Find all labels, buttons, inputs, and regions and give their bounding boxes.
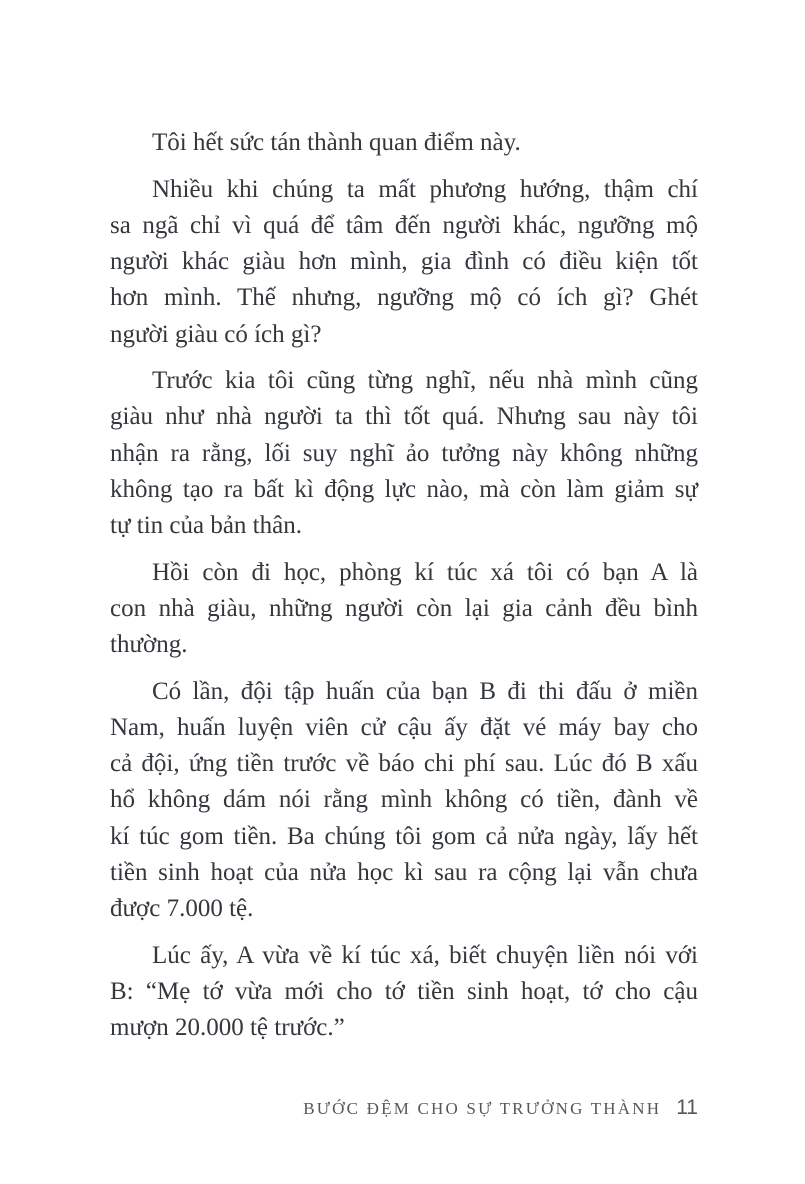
text-line: Lúc ấy, A vừa về kí túc xá, biết chuyện liền nói với (152, 941, 698, 969)
text-line: B: “Mẹ tớ vừa mới cho tớ tiền sinh hoạt, tớ cho cậu (110, 977, 698, 1005)
text-line: Tôi hết sức tán thành quan điểm này. (152, 129, 521, 156)
text-line: tiền sinh hoạt của nửa học kì sau ra cộng lại vẫn chưa (110, 858, 698, 886)
page-footer (303, 1096, 698, 1120)
text-line: tự tin của bản thân. (110, 512, 302, 540)
text-line: Hồi còn đi học, phòng kí túc xá tôi có bạn A là (152, 558, 698, 586)
paragraph (110, 555, 698, 664)
text-line: hổ không dám nói rằng mình không có tiền, đành về (110, 786, 698, 814)
text-line: người khác giàu hơn mình, gia đình có điều kiện tốt (110, 248, 698, 276)
page-body-text (110, 125, 698, 1046)
text-line: thường. (110, 631, 188, 659)
page-number: 11 (676, 1096, 698, 1119)
text-line: kí túc gom tiền. Ba chúng tôi gom cả nửa ngày, lấy hết (110, 822, 698, 850)
text-line: Trước kia tôi cũng từng nghĩ, nếu nhà mình cũng (152, 367, 698, 395)
paragraph (110, 172, 698, 353)
text-line: hơn mình. Thế nhưng, ngưỡng mộ có ích gì? Ghét (110, 284, 698, 312)
paragraph (110, 125, 698, 161)
paragraph (110, 363, 698, 544)
text-line: mượn 20.000 tệ trước.” (110, 1014, 345, 1042)
text-line: Nhiều khi chúng ta mất phương hướng, thậm chí (152, 175, 698, 203)
text-line: giàu như nhà người ta thì tốt quá. Nhưng sau này tôi (110, 403, 698, 431)
text-line: cả đội, ứng tiền trước về báo chi phí sau. Lúc đó B xấu (110, 750, 698, 778)
paragraph (110, 674, 698, 927)
text-line: sa ngã chỉ vì quá để tâm đến người khác, ngưỡng mộ (110, 211, 698, 239)
paragraph (110, 938, 698, 1047)
text-line: con nhà giàu, những người còn lại gia cảnh đều bình (110, 594, 698, 622)
running-title: BƯỚC ĐỆM CHO SỰ TRƯỞNG THÀNH (303, 1099, 662, 1118)
text-line: không tạo ra bất kì động lực nào, mà còn làm giảm sự (110, 475, 698, 503)
text-line: Nam, huấn luyện viên cử cậu ấy đặt vé máy bay cho (110, 714, 698, 742)
text-line: người giàu có ích gì? (110, 320, 322, 348)
text-line: nhận ra rằng, lối suy nghĩ ảo tưởng này không những (110, 439, 698, 467)
text-line: Có lần, đội tập huấn của bạn B đi thi đấu ở miền (152, 677, 698, 705)
text-line: được 7.000 tệ. (110, 895, 254, 923)
